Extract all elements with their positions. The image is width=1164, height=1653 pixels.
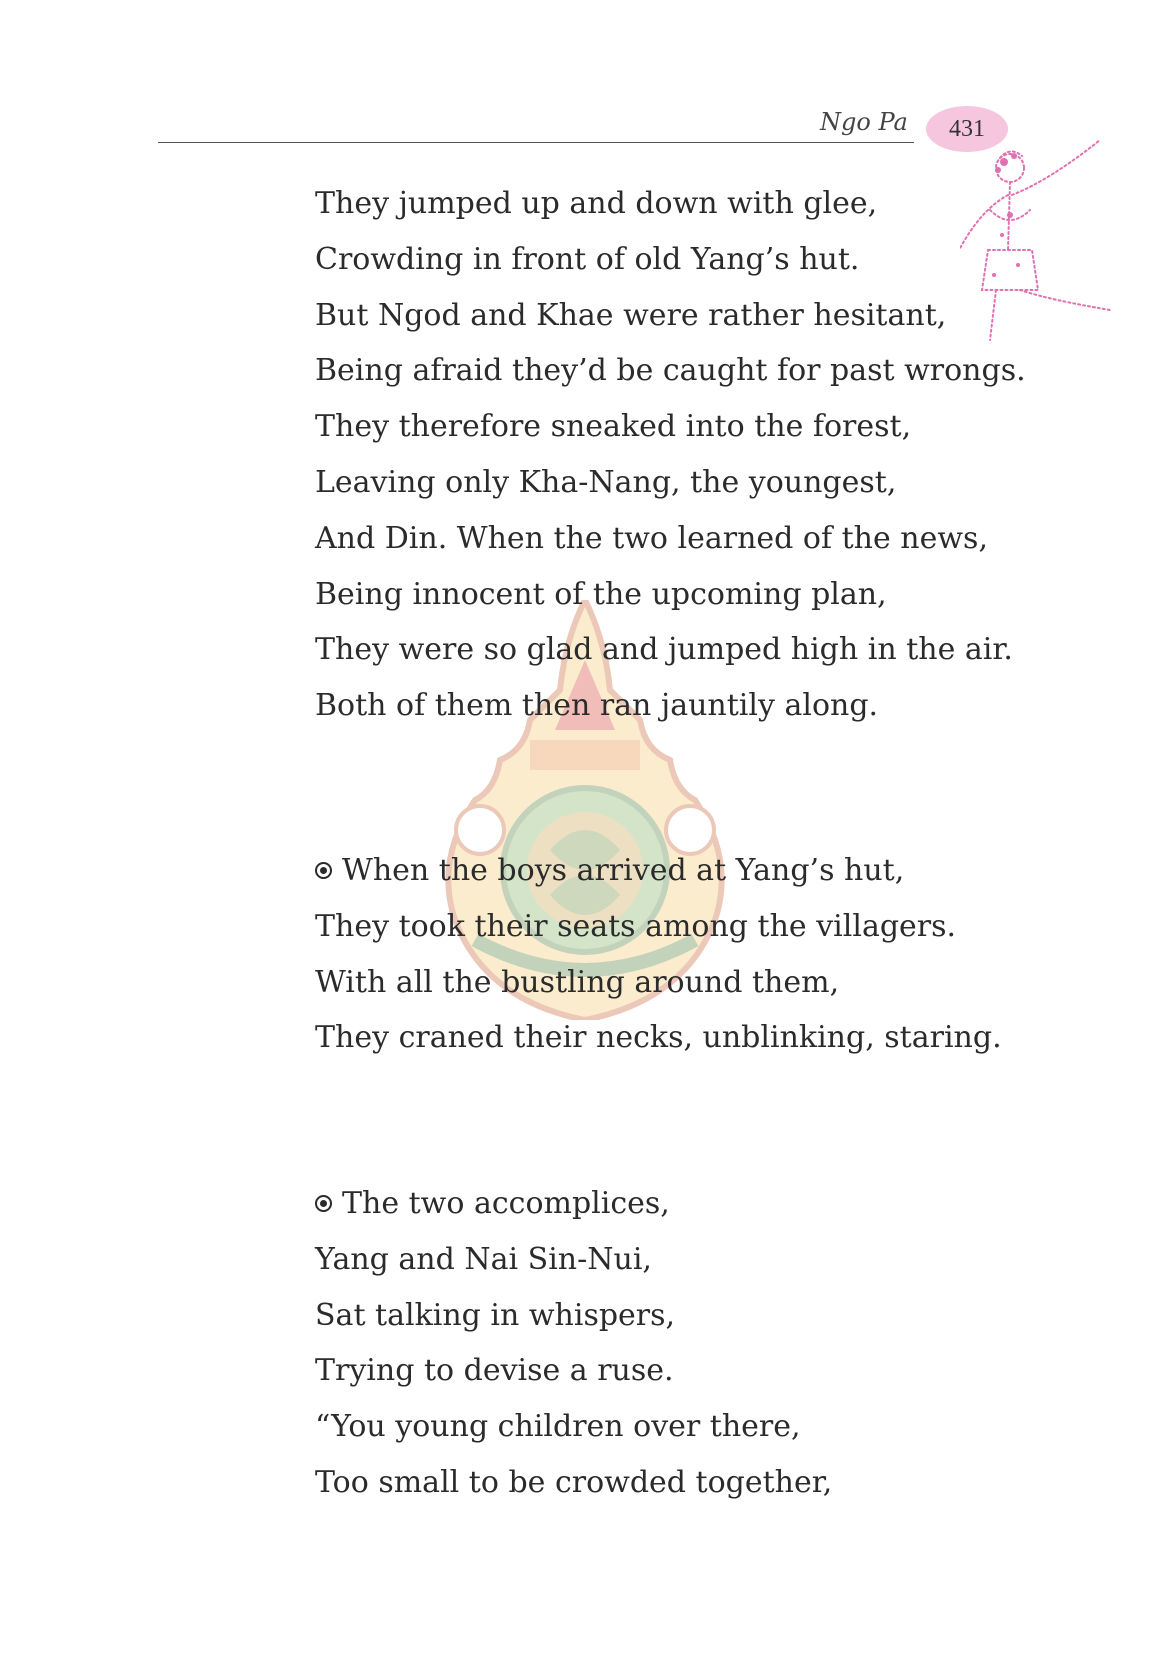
- verse-line: Leaving only Kha-Nang, the youngest,: [315, 464, 897, 500]
- verse-line: Being innocent of the upcoming plan,: [315, 576, 887, 612]
- verse-line: But Ngod and Khae were rather hesitant,: [315, 297, 947, 333]
- verse-line: They jumped up and down with glee,: [315, 186, 878, 221]
- verse-line: Too small to be crowded together,: [315, 1464, 833, 1500]
- verse-line: They craned their necks, unblinking, staring.: [315, 1020, 1002, 1056]
- page-number: 431: [949, 115, 985, 142]
- verse-line: “You young children over there,: [315, 1409, 801, 1445]
- verse-line-text: When the boys arrived at Yang’s hut,: [342, 853, 905, 888]
- header-rule: [158, 142, 914, 143]
- verse-line: They were so glad and jumped high in the air.: [315, 632, 1013, 668]
- verse-line-first: [315, 843, 1002, 899]
- verse-line: Crowding in front of old Yang’s hut.: [315, 241, 860, 277]
- verse-line: With all the bustling around them,: [315, 964, 840, 1000]
- stanza-1: [315, 176, 1026, 734]
- verse-line: Trying to devise a ruse.: [315, 1353, 674, 1389]
- verse-line: And Din. When the two learned of the news,: [315, 520, 988, 556]
- verse-line-first: [315, 1176, 832, 1232]
- verse-line: They therefore sneaked into the forest,: [315, 409, 912, 445]
- stanza-bullet-icon: [315, 862, 332, 879]
- stanza-bullet-icon: [315, 1195, 332, 1212]
- verse-line: Both of them then ran jauntily along.: [315, 688, 879, 724]
- verse-line: They took their seats among the villagers.: [315, 908, 957, 944]
- stanza-3: [315, 1176, 832, 1511]
- verse-line: Yang and Nai Sin-Nui,: [315, 1241, 652, 1277]
- running-title: Ngo Pa: [820, 108, 908, 136]
- verse-line-text: The two accomplices,: [342, 1186, 670, 1221]
- verse-line: Being afraid they’d be caught for past wrongs.: [315, 353, 1026, 389]
- verse-line: Sat talking in whispers,: [315, 1297, 676, 1333]
- stanza-2: [315, 843, 1002, 1066]
